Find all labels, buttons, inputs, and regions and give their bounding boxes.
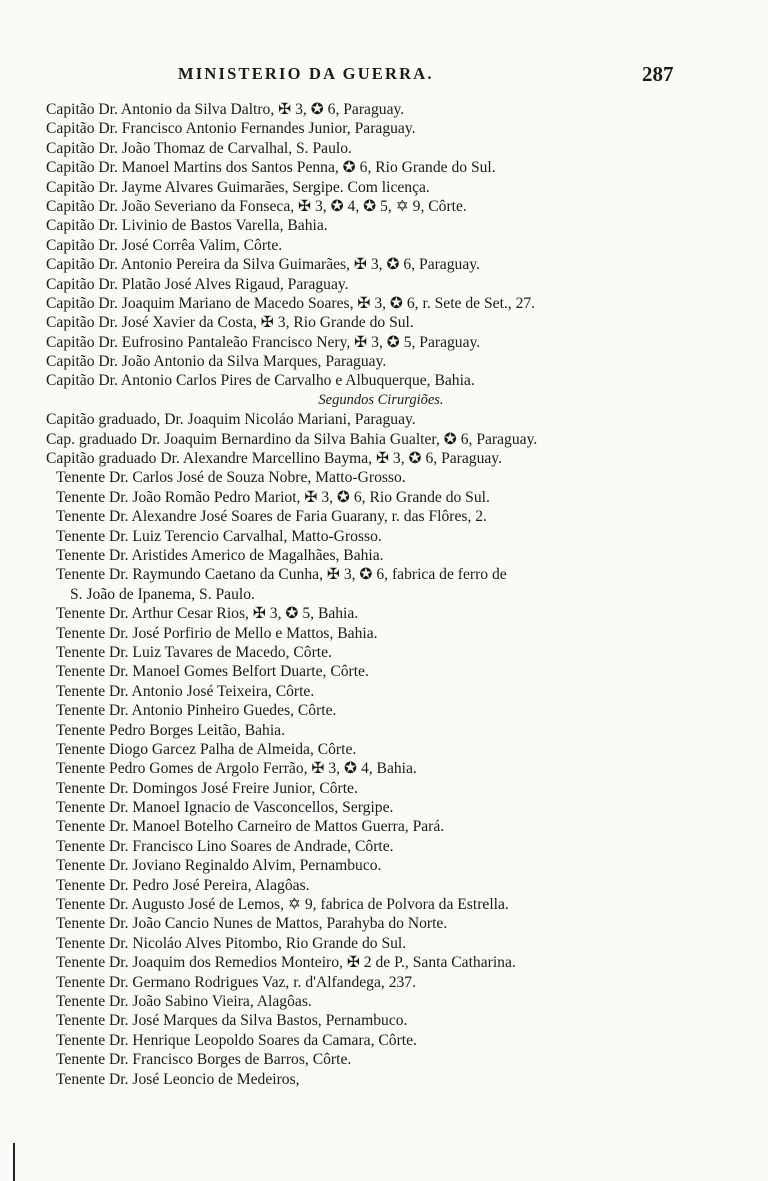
margin-rule (13, 1143, 15, 1181)
list-entry: S. João de Ipanema, S. Paulo. (70, 585, 255, 603)
list-entry: Tenente Dr. José Marques da Silva Bastos, Pernambuco. (56, 1012, 408, 1030)
list-entry: Tenente Dr. Manoel Gomes Belfort Duarte, Côrte. (56, 663, 369, 681)
list-entry: Capitão Dr. Antonio da Silva Daltro, ✠ 3, ✪ 6, Paraguay. (46, 101, 405, 118)
list-entry: Tenente Dr. Carlos José de Souza Nobre, Matto-Grosso. (56, 469, 406, 487)
list-entry: Tenente Dr. José Porfirio de Mello e Mattos, Bahia. (56, 624, 378, 642)
list-entry: Capitão Dr. João Thomaz de Carvalhal, S. Paulo. (46, 139, 352, 157)
list-entry: Tenente Dr. Manoel Ignacio de Vasconcellos, Sergipe. (56, 799, 394, 817)
list-entry: Tenente Dr. João Cancio Nunes de Mattos, Parahyba do Norte. (56, 915, 448, 933)
section-heading: Segundos Cirurgiões. (318, 391, 444, 408)
list-entry: Cap. graduado Dr. Joaquim Bernardino da Silva Bahia Gualter, ✪ 6, Paraguay. (46, 430, 538, 448)
list-entry: Capitão Dr. Platão José Alves Rigaud, Paraguay. (46, 275, 349, 293)
list-entry: Tenente Dr. Aristides Americo de Magalhães, Bahia. (56, 546, 384, 564)
list-entry: Capitão Dr. Antonio Pereira da Silva Guimarães, ✠ 3, ✪ 6, Paraguay. (46, 256, 480, 274)
page-header (0, 62, 768, 92)
list-entry: Capitão Dr. Francisco Antonio Fernandes Junior, Paraguay. (46, 120, 416, 138)
list-entry: Tenente Dr. Alexandre José Soares de Faria Guarany, r. das Flôres, 2. (56, 508, 487, 526)
list-entry: Tenente Dr. Raymundo Caetano da Cunha, ✠ 3, ✪ 6, fabrica de ferro de (56, 566, 507, 584)
list-entry: Tenente Dr. José Leoncio de Medeiros, (56, 1070, 300, 1088)
list-entry: Tenente Dr. João Romão Pedro Mariot, ✠ 3, ✪ 6, Rio Grande do Sul. (56, 488, 490, 506)
list-entry: Capitão Dr. Jayme Alvares Guimarães, Sergipe. Com licença. (46, 178, 430, 196)
list-entry: Tenente Dr. Pedro José Pereira, Alagôas. (56, 876, 310, 894)
list-entry: Tenente Pedro Borges Leitão, Bahia. (56, 721, 285, 739)
list-entry: Tenente Dr. Arthur Cesar Rios, ✠ 3, ✪ 5, Bahia. (56, 605, 359, 623)
list-entry: Tenente Dr. João Sabino Vieira, Alagôas. (56, 992, 312, 1010)
list-entry: Tenente Dr. Luiz Tavares de Macedo, Côrte. (56, 643, 332, 661)
list-entry: Capitão Dr. José Xavier da Costa, ✠ 3, Rio Grande do Sul. (46, 314, 414, 332)
running-title: MINISTERIO DA GUERRA. (178, 64, 434, 83)
list-entry: Capitão Dr. Eufrosino Pantaleão Francisco Nery, ✠ 3, ✪ 5, Paraguay. (46, 333, 481, 351)
officer-list (46, 100, 686, 1089)
list-entry: Tenente Dr. Luiz Terencio Carvalhal, Matto-Grosso. (56, 527, 382, 545)
list-entry: Capitão Dr. Antonio Carlos Pires de Carvalho e Albuquerque, Bahia. (46, 372, 475, 390)
list-entry: Capitão graduado Dr. Alexandre Marcellino Bayma, ✠ 3, ✪ 6, Paraguay. (46, 450, 502, 468)
list-entry: Tenente Dr. Manoel Botelho Carneiro de Mattos Guerra, Pará. (56, 818, 445, 836)
list-entry: Capitão Dr. Manoel Martins dos Santos Penna, ✪ 6, Rio Grande do Sul. (46, 159, 496, 177)
list-entry: Tenente Dr. Henrique Leopoldo Soares da Camara, Côrte. (56, 1031, 417, 1049)
list-entry: Capitão Dr. Livinio de Bastos Varella, Bahia. (46, 217, 328, 235)
list-entry: Capitão Dr. José Corrêa Valim, Côrte. (46, 236, 283, 254)
list-entry: Tenente Dr. Francisco Lino Soares de Andrade, Côrte. (56, 837, 394, 855)
list-entry: Tenente Dr. Germano Rodrigues Vaz, r. d'Alfandega, 237. (56, 973, 416, 991)
list-entry: Tenente Dr. Antonio José Teixeira, Côrte. (56, 682, 315, 700)
list-entry: Tenente Dr. Nicoláo Alves Pitombo, Rio Grande do Sul. (56, 934, 407, 952)
list-entry: Tenente Diogo Garcez Palha de Almeida, Côrte. (56, 740, 357, 758)
list-entry: Tenente Dr. Augusto José de Lemos, ✡ 9, fabrica de Polvora da Estrella. (56, 896, 509, 914)
list-entry: Capitão graduado, Dr. Joaquim Nicoláo Mariani, Paraguay. (46, 411, 416, 429)
list-entry: Capitão Dr. Joaquim Mariano de Macedo Soares, ✠ 3, ✪ 6, r. Sete de Set., 27. (46, 294, 536, 312)
list-entry: Tenente Dr. Antonio Pinheiro Guedes, Côrte. (56, 702, 337, 720)
list-entry: Tenente Dr. Joaquim dos Remedios Monteiro, ✠ 2 de P., Santa Catharina. (56, 954, 516, 972)
list-entry: Tenente Dr. Joviano Reginaldo Alvim, Pernambuco. (56, 857, 382, 875)
page-number: 287 (642, 62, 674, 86)
list-entry: Tenente Pedro Gomes de Argolo Ferrão, ✠ 3, ✪ 4, Bahia. (56, 760, 417, 778)
list-entry: Capitão Dr. João Antonio da Silva Marques, Paraguay. (46, 353, 387, 371)
list-entry: Tenente Dr. Francisco Borges de Barros, Côrte. (56, 1051, 352, 1069)
list-entry: Tenente Dr. Domingos José Freire Junior, Côrte. (56, 779, 358, 797)
list-entry: Capitão Dr. João Severiano da Fonseca, ✠ 3, ✪ 4, ✪ 5, ✡ 9, Côrte. (46, 197, 467, 215)
